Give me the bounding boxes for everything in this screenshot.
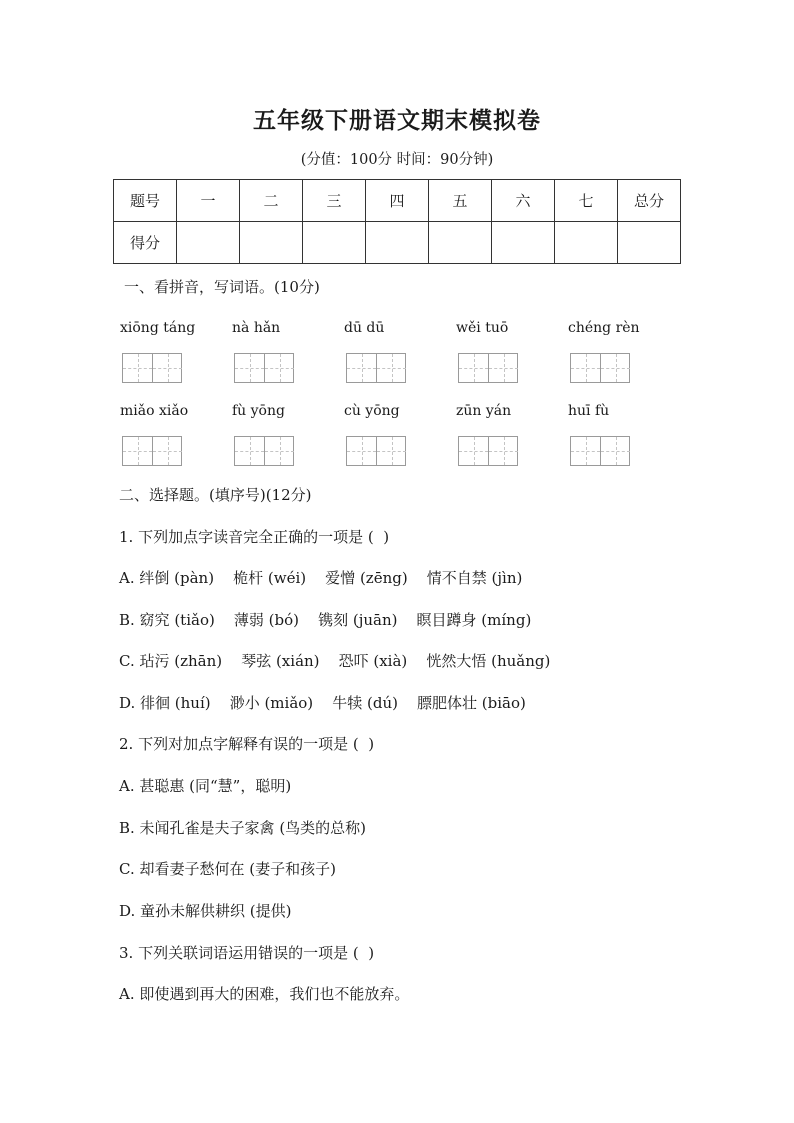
- score-table-score-row: [114, 222, 681, 264]
- pinyin-item: huī fù: [568, 403, 610, 419]
- writing-grid[interactable]: [122, 353, 182, 383]
- pinyin-item: cù yōng: [344, 403, 400, 419]
- score-table-header-row: [114, 180, 681, 222]
- score-row-label: 得分: [114, 222, 177, 264]
- writing-grid[interactable]: [346, 353, 406, 383]
- pinyin-item: dū dū: [344, 320, 385, 336]
- writing-grid[interactable]: [570, 436, 630, 466]
- score-cell[interactable]: [240, 222, 303, 264]
- score-table-header-cell: 五: [429, 180, 492, 222]
- pinyin-item: fù yōng: [232, 403, 285, 419]
- pinyin-item: chéng rèn: [568, 320, 640, 336]
- exam-info: (分值：100分 时间：90分钟): [300, 152, 494, 168]
- question-stem: 2. 下列对加点字解释有误的一项是 ( ): [119, 735, 375, 753]
- score-table: [113, 179, 681, 264]
- score-cell[interactable]: [492, 222, 555, 264]
- score-cell[interactable]: [555, 222, 618, 264]
- writing-grid[interactable]: [346, 436, 406, 466]
- section1-heading: 一、看拼音，写词语。(10分): [124, 278, 320, 296]
- page-title: 五年级下册语文期末模拟卷: [253, 107, 541, 134]
- question-option: B. 窈究 (tiǎo) 薄弱 (bó) 镌刻 (juān) 瞑目蹲身 (míng): [119, 611, 532, 629]
- writing-grid[interactable]: [458, 436, 518, 466]
- score-table-header-cell: 一: [177, 180, 240, 222]
- writing-grid[interactable]: [570, 353, 630, 383]
- question-option: C. 玷污 (zhān) 琴弦 (xián) 恐吓 (xià) 恍然大悟 (huǎng): [119, 652, 551, 670]
- score-cell[interactable]: [177, 222, 240, 264]
- score-table-header-cell: 二: [240, 180, 303, 222]
- question-option: A. 即使遇到再大的困难，我们也不能放弃。: [119, 985, 410, 1003]
- score-table-header-cell: 题号: [114, 180, 177, 222]
- pinyin-item: miǎo xiǎo: [120, 403, 189, 419]
- question-option: D. 童孙未解供耕织 (提供): [119, 902, 292, 920]
- section2-heading: 二、选择题。(填序号)(12分): [119, 486, 312, 504]
- question-option: B. 未闻孔雀是夫子家禽 (鸟类的总称): [119, 819, 367, 837]
- score-cell[interactable]: [366, 222, 429, 264]
- question-option: A. 甚聪惠 (同“慧”，聪明): [119, 777, 292, 795]
- score-cell[interactable]: [618, 222, 681, 264]
- score-table-header-cell: 总分: [618, 180, 681, 222]
- score-table-header-cell: 七: [555, 180, 618, 222]
- pinyin-item: nà hǎn: [232, 320, 281, 336]
- pinyin-item: xiōng táng: [120, 320, 196, 336]
- score-table-header-cell: 三: [303, 180, 366, 222]
- pinyin-item: wěi tuō: [456, 320, 509, 336]
- question-stem: 1. 下列加点字读音完全正确的一项是 ( ): [119, 528, 390, 546]
- question-option: A. 绊倒 (pàn) 桅杆 (wéi) 爱憎 (zēng) 情不自禁 (jìn): [119, 569, 523, 587]
- score-cell[interactable]: [303, 222, 366, 264]
- writing-grid[interactable]: [458, 353, 518, 383]
- writing-grid[interactable]: [234, 436, 294, 466]
- question-option: C. 却看妻子愁何在 (妻子和孩子): [119, 860, 336, 878]
- score-table-header-cell: 六: [492, 180, 555, 222]
- question-option: D. 徘徊 (huí) 渺小 (miǎo) 牛犊 (dú) 膘肥体壮 (biāo): [119, 694, 526, 712]
- writing-grid[interactable]: [234, 353, 294, 383]
- pinyin-item: zūn yán: [456, 403, 512, 419]
- score-table-header-cell: 四: [366, 180, 429, 222]
- score-cell[interactable]: [429, 222, 492, 264]
- writing-grid[interactable]: [122, 436, 182, 466]
- question-stem: 3. 下列关联词语运用错误的一项是 ( ): [119, 944, 375, 962]
